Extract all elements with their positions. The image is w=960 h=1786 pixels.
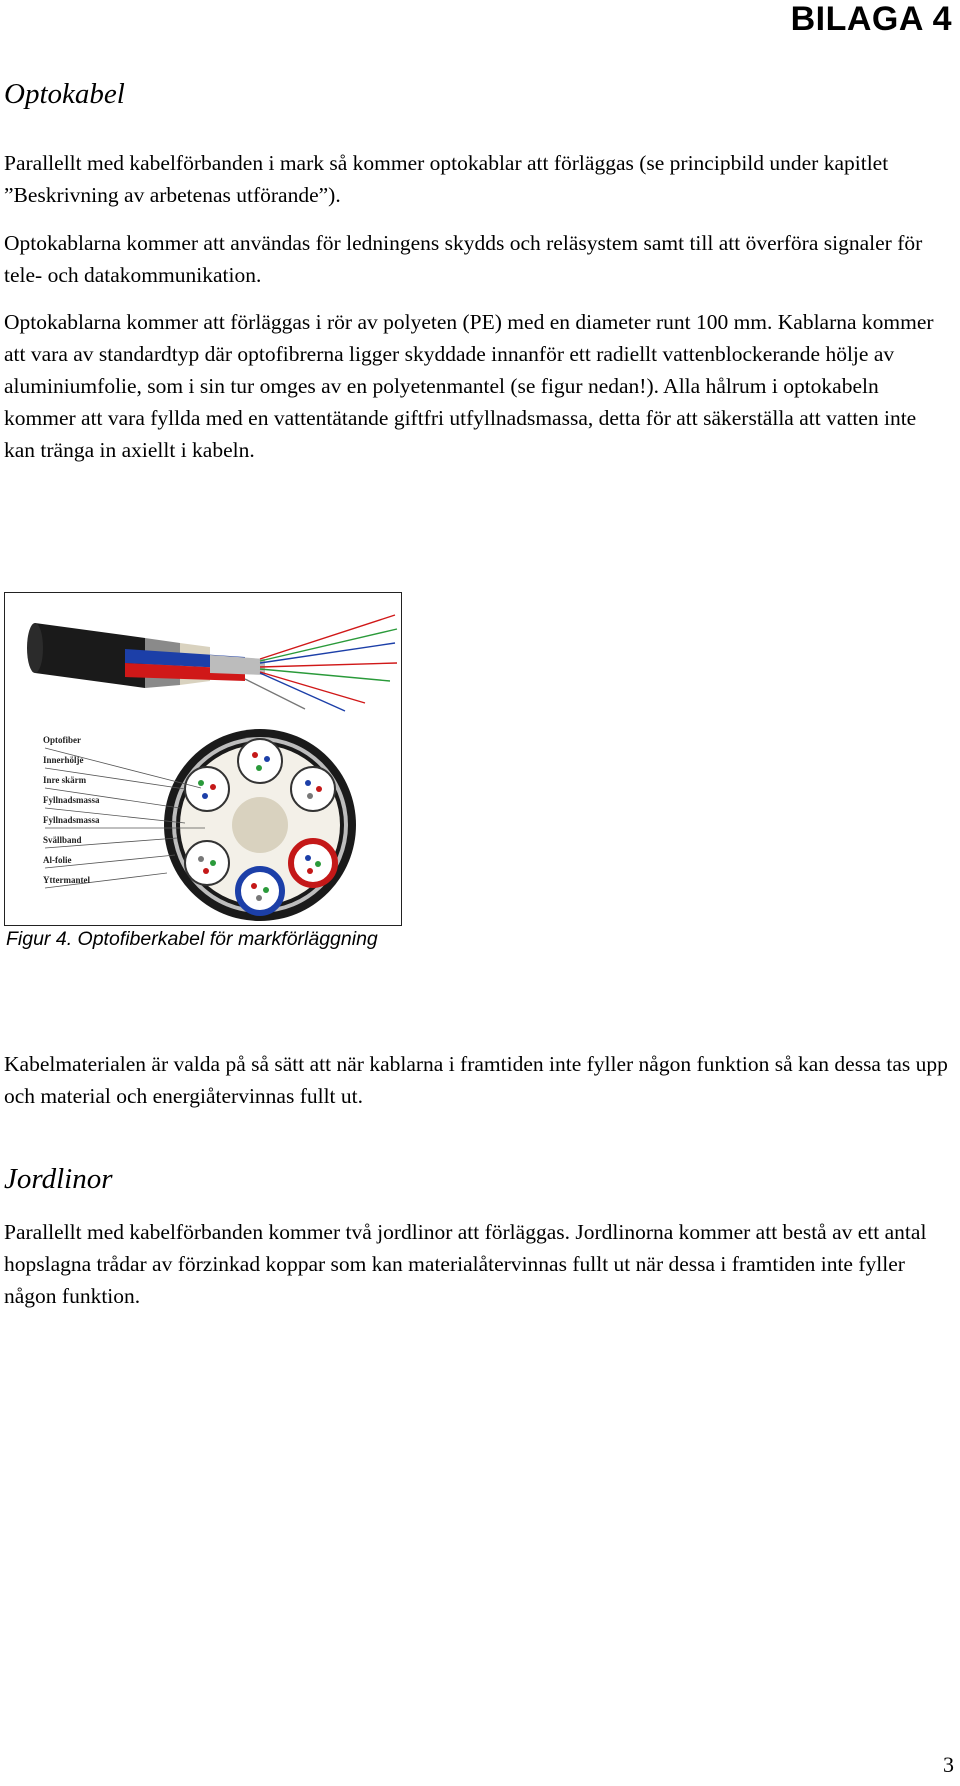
paragraph-kabelmaterial: Kabelmaterialen är valda på så sätt att när kablarna i framtiden inte fyller någon funktion så kan dessa tas upp och material och energiåtervinnas fullt ut.: [4, 1052, 948, 1108]
label-fyllnadsmassa-1: Fyllnadsmassa: [43, 795, 100, 805]
appendix-label: BILAGA 4: [790, 0, 952, 38]
label-inre-skarm: Inre skärm: [43, 775, 87, 785]
paragraph-optokabel-3: Optokablarna kommer att förläggas i rör av polyeten (PE) med en diameter runt 100 mm. Kablarna kommer att vara av standardtyp där optofibrerna ligger skyddade innanför ett radiellt vattenblockerande hölje av aluminiumfolie, som i sin tur omges av en polyetenmantel (se figur nedan!). Alla hålrum i optokabeln kommer att vara fyllda med en vattentätande giftfri utfyllnadsmassa, detta för att säkerställa att vatten inte kan tränga in axiellt i kabeln.: [4, 310, 934, 462]
page-number: 3: [943, 1752, 954, 1777]
cable-figure: [4, 592, 402, 926]
section-heading-jordlinor: Jordlinor: [4, 1163, 113, 1195]
paragraph-optokabel-1: Parallellt med kabelförbanden i mark så kommer optokablar att förläggas (se principbild under kapitlet ”Beskrivning av arbetenas utförande”).: [4, 151, 889, 207]
paragraph-jordlinor: Parallellt med kabelförbanden kommer två jordlinor att förläggas. Jordlinorna kommer att bestå av ett antal hopslagna trådar av förzinkad koppar som kan materialåtervinnas fullt ut när dessa i framtiden inte fyller någon funktion.: [4, 1220, 927, 1308]
label-fyllnadsmassa-2: Fyllnadsmassa: [43, 815, 100, 825]
section-heading-optokabel: Optokabel: [4, 78, 125, 110]
cable-cross-section: [164, 729, 356, 921]
label-al-folie: Al-folie: [43, 855, 72, 865]
paragraph-optokabel-2: Optokablarna kommer att användas för ledningens skydds och reläsystem samt till att överföra signaler för tele- och datakommunikation.: [4, 231, 923, 287]
label-optofiber: Optofiber: [43, 735, 81, 745]
label-svallband: Svällband: [43, 835, 82, 845]
label-innerholje: Innerhölje: [43, 755, 84, 765]
label-yttermantel: Yttermantel: [43, 875, 90, 885]
figure-caption: Figur 4. Optofiberkabel för markförläggning: [6, 928, 378, 950]
